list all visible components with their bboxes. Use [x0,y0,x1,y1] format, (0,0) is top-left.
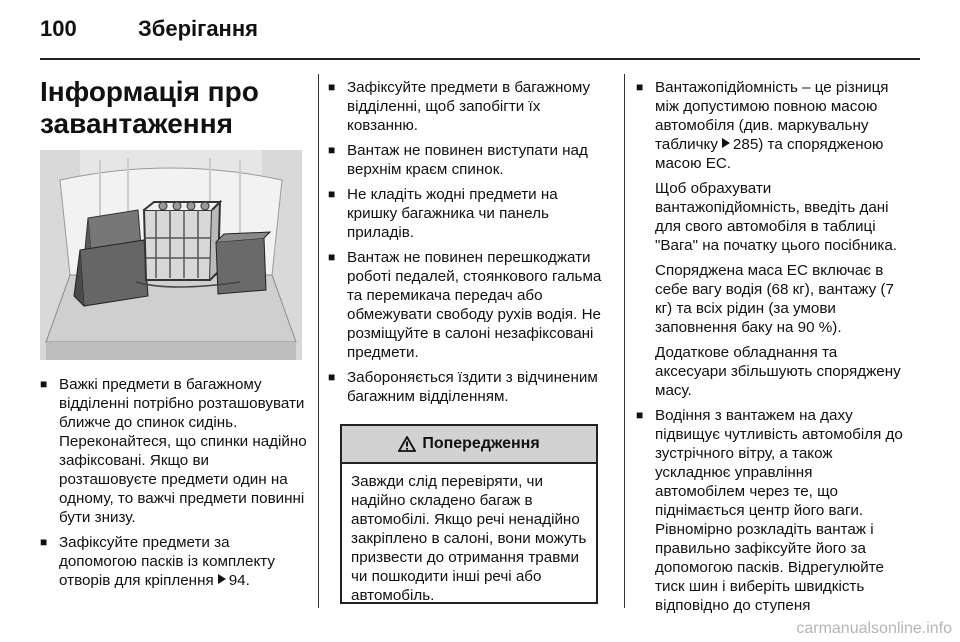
column-divider-left [318,74,319,608]
page-reference[interactable]: 94. [228,572,250,589]
column-divider-right [624,74,625,608]
section-title [40,76,310,140]
bullet-text: Вантаж не повинен виступати над верхнім краєм спинок. [347,142,588,178]
page-reference[interactable]: 285) та спорядженою масою ЕС. [655,136,884,172]
section-title-line1: Інформація про [40,76,259,107]
header-divider [40,58,920,60]
warning-box [340,424,598,604]
warning-text: Завжди слід перевіряти, чи надійно складено багаж в автомобілі. Якщо речі ненадійно закріплено в салоні, вони можуть призвести до отримання травми чи пошкодити інші речі або автомобіль. [351,473,587,604]
payload-info [636,78,906,621]
list-item [328,141,608,179]
bullet-text: Зафіксуйте предмети в багажному відділенні, щоб запобігти їх ковзанню. [347,79,591,134]
watermark: carmanualsonline.info [796,620,952,637]
list-item [40,533,308,590]
chapter-title: Зберігання [138,16,258,41]
bullet-text: Водіння з вантажем на даху підвищує чутливість автомобіля до зустрічного вітру, а також ускладнює управління автомобілем через те, що піднімається центр його ваги. Рівномірно розкладіть вантаж і правильно зафіксуйте його за допомогою пасків. Відрегулюйте тиск шин і виберіть швидкість відповідно до ступеня [655,407,903,614]
loading-tips-list-1 [40,375,308,596]
page-number: 100 [40,16,77,41]
bullet-text: Важкі предмети в багажному відділенні потрібно розташовувати ближче до спинок сидінь. Переконайтеся, що спинки надійно зафіксовані. Якщо ви розташовуєте предмети один на одному, то важчі предмети повинні бути знизу. [59,376,307,526]
page-header [40,8,920,48]
bullet-text: Вантаж не повинен перешкоджати роботі педалей, стоянкового гальма та перемикача передач або обмежувати свободу рухів водія. Не розміщуйте в салоні незафіксовані предмети. [347,249,602,361]
loading-tips-list-2 [328,78,608,412]
warning-header [342,426,596,464]
warning-triangle-icon [398,436,416,452]
payload-list [636,78,906,173]
payload-calc-paragraph: Щоб обрахувати вантажопідйомність, введіть дані для свого автомобіля в таблиці "Вага" на початку цього посібника. [655,180,898,254]
trunk-with-boxes-image [40,150,302,360]
cargo-loading-illustration [40,150,302,360]
list-item [328,368,608,406]
bullet-text: Забороняється їздити з відчиненим багажним відділенням. [347,369,598,405]
bullet-text: Вантажопідйомність – це різниця між допустимою повною масою автомобіля (див. маркувальну табличку [655,79,889,153]
section-title-line2: завантаження [40,108,233,139]
page-reference-icon [218,574,226,584]
list-item [328,185,608,242]
kerb-weight-paragraph: Споряджена маса ЕС включає в себе вагу водія (68 кг), вантажу (7 кг) та всіх рідин (за умови заповнення баку на 90 %). [655,262,894,336]
roof-load-list [636,406,906,615]
list-item [636,78,906,173]
list-item [328,78,608,135]
list-item [328,248,608,362]
page-reference-icon [722,138,730,148]
list-item [636,406,906,615]
list-item [40,375,308,527]
bullet-text: Зафіксуйте предмети за допомогою пасків із комплекту отворів для кріплення [59,534,276,589]
bullet-text: Не кладіть жодні предмети на кришку багажника чи панель приладів. [347,186,558,241]
accessories-paragraph: Додаткове обладнання та аксесуари збільшують споряджену масу. [655,344,901,399]
warning-title: Попередження [422,435,540,452]
